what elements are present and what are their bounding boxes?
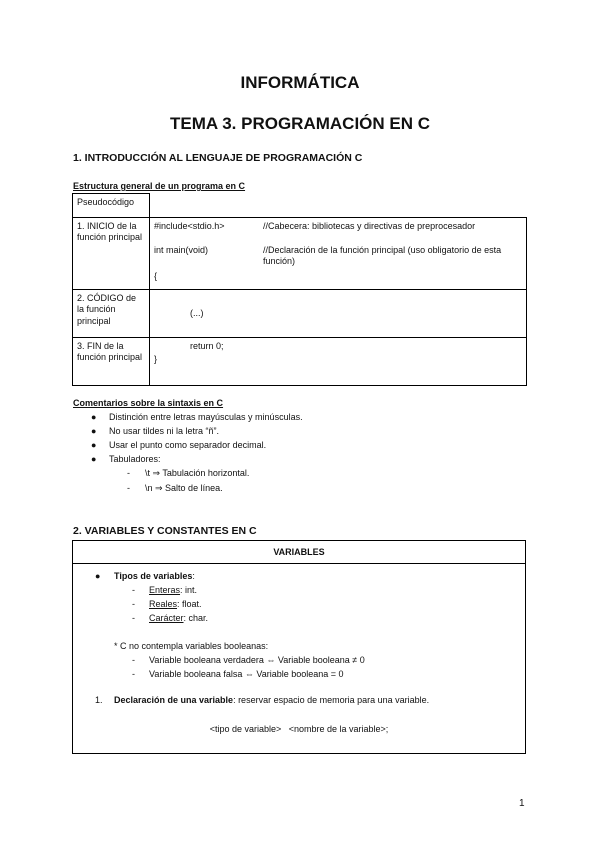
- dash-icon: -: [132, 655, 135, 665]
- boolean-item: Variable booleana falsa ⇔ Variable booleana = 0: [149, 669, 344, 679]
- code-return: return 0;: [190, 341, 224, 351]
- dash-icon: -: [132, 669, 135, 679]
- type-name: Carácter: [149, 613, 184, 623]
- row2-label-cell: [73, 290, 150, 338]
- section2-heading: 2. VARIABLES Y CONSTANTES EN C: [73, 525, 257, 537]
- row3-label: 3. FIN de la función principal: [77, 341, 143, 363]
- code-close-brace: }: [154, 354, 158, 365]
- bullet-item: No usar tildes ni la letra “ñ”.: [109, 426, 220, 436]
- code-open-brace: {: [154, 271, 158, 281]
- comments-label: Comentarios sobre la sintaxis en C: [73, 398, 224, 408]
- row2-code-cell: [150, 290, 527, 338]
- sub-bullet-item: \n ⇒ Salto de línea.: [145, 483, 223, 493]
- type-value: : char.: [183, 613, 209, 623]
- row3-label-cell: [73, 338, 150, 386]
- bullet-icon: ●: [95, 571, 101, 581]
- structure-label: Estructura general de un programa en C: [73, 181, 246, 191]
- page-number: 1: [519, 798, 525, 809]
- dash-icon: -: [127, 483, 130, 493]
- type-item: [149, 585, 197, 595]
- bullet-icon: ●: [91, 454, 97, 464]
- table-empty-cell: [150, 194, 527, 218]
- decl-syntax: <tipo de variable> <nombre de la variable>;: [209, 724, 389, 734]
- row1-label-cell: [73, 218, 150, 290]
- document-subtitle: TEMA 3. PROGRAMACIÓN EN C: [169, 114, 431, 133]
- code-ellipsis: (...): [190, 307, 204, 318]
- dash-icon: -: [132, 599, 135, 609]
- variables-box-title: VARIABLES: [73, 541, 525, 564]
- bullet-icon: ●: [91, 426, 97, 436]
- decl-number: 1.: [95, 695, 103, 705]
- table-header-cell: [73, 194, 150, 218]
- dash-icon: -: [132, 585, 135, 595]
- structure-table: [72, 193, 527, 386]
- bullet-item: Distinción entre letras mayúsculas y minúsculas.: [109, 412, 303, 422]
- decl-text: : reservar espacio de memoria para una variable.: [233, 695, 430, 705]
- boolean-item: Variable booleana verdadera ⇔ Variable booleana ≠ 0: [149, 655, 365, 665]
- code-include: #include<stdio.h>: [154, 221, 225, 231]
- type-item: [149, 613, 208, 623]
- comment-include: //Cabecera: bibliotecas y directivas de preprocesador: [263, 221, 476, 231]
- section1-heading: 1. INTRODUCCIÓN AL LENGUAJE DE PROGRAMACIÓN C: [73, 152, 363, 164]
- comment-main: //Declaración de la función principal (uso obligatorio de esta función): [263, 245, 502, 267]
- types-label: Tipos de variables: [114, 571, 193, 581]
- type-value: : float.: [177, 599, 202, 609]
- dash-icon: -: [127, 468, 130, 478]
- type-name: Enteras: [149, 585, 181, 595]
- row1-label: 1. INICIO de la función principal: [77, 221, 143, 243]
- variables-box: [72, 540, 526, 754]
- document-title: INFORMÁTICA: [240, 73, 360, 92]
- sub-bullet-item: \t ⇒ Tabulación horizontal.: [145, 468, 250, 478]
- boolean-note: * C no contempla variables booleanas:: [114, 641, 269, 651]
- bullet-icon: ●: [91, 412, 97, 422]
- type-value: : int.: [180, 585, 198, 595]
- type-name: Reales: [149, 599, 178, 609]
- table-header-text: Pseudocódigo: [77, 197, 135, 207]
- types-line: Tipos de variables:: [114, 571, 195, 581]
- type-item: [149, 599, 202, 609]
- code-line: [154, 221, 522, 245]
- decl-line: [114, 695, 429, 705]
- code-main: int main(void): [154, 245, 209, 255]
- row2-label: 2. CÓDIGO de la función principal: [77, 293, 137, 326]
- row3-code-cell: [150, 338, 527, 386]
- dash-icon: -: [132, 613, 135, 623]
- bullet-item: Usar el punto como separador decimal.: [109, 440, 267, 450]
- row1-code-cell: [150, 218, 527, 290]
- code-line: [154, 245, 522, 271]
- bullet-item: Tabuladores:: [109, 454, 161, 464]
- bullet-icon: ●: [91, 440, 97, 450]
- decl-label: Declaración de una variable: [114, 695, 234, 705]
- code-line: [154, 271, 522, 283]
